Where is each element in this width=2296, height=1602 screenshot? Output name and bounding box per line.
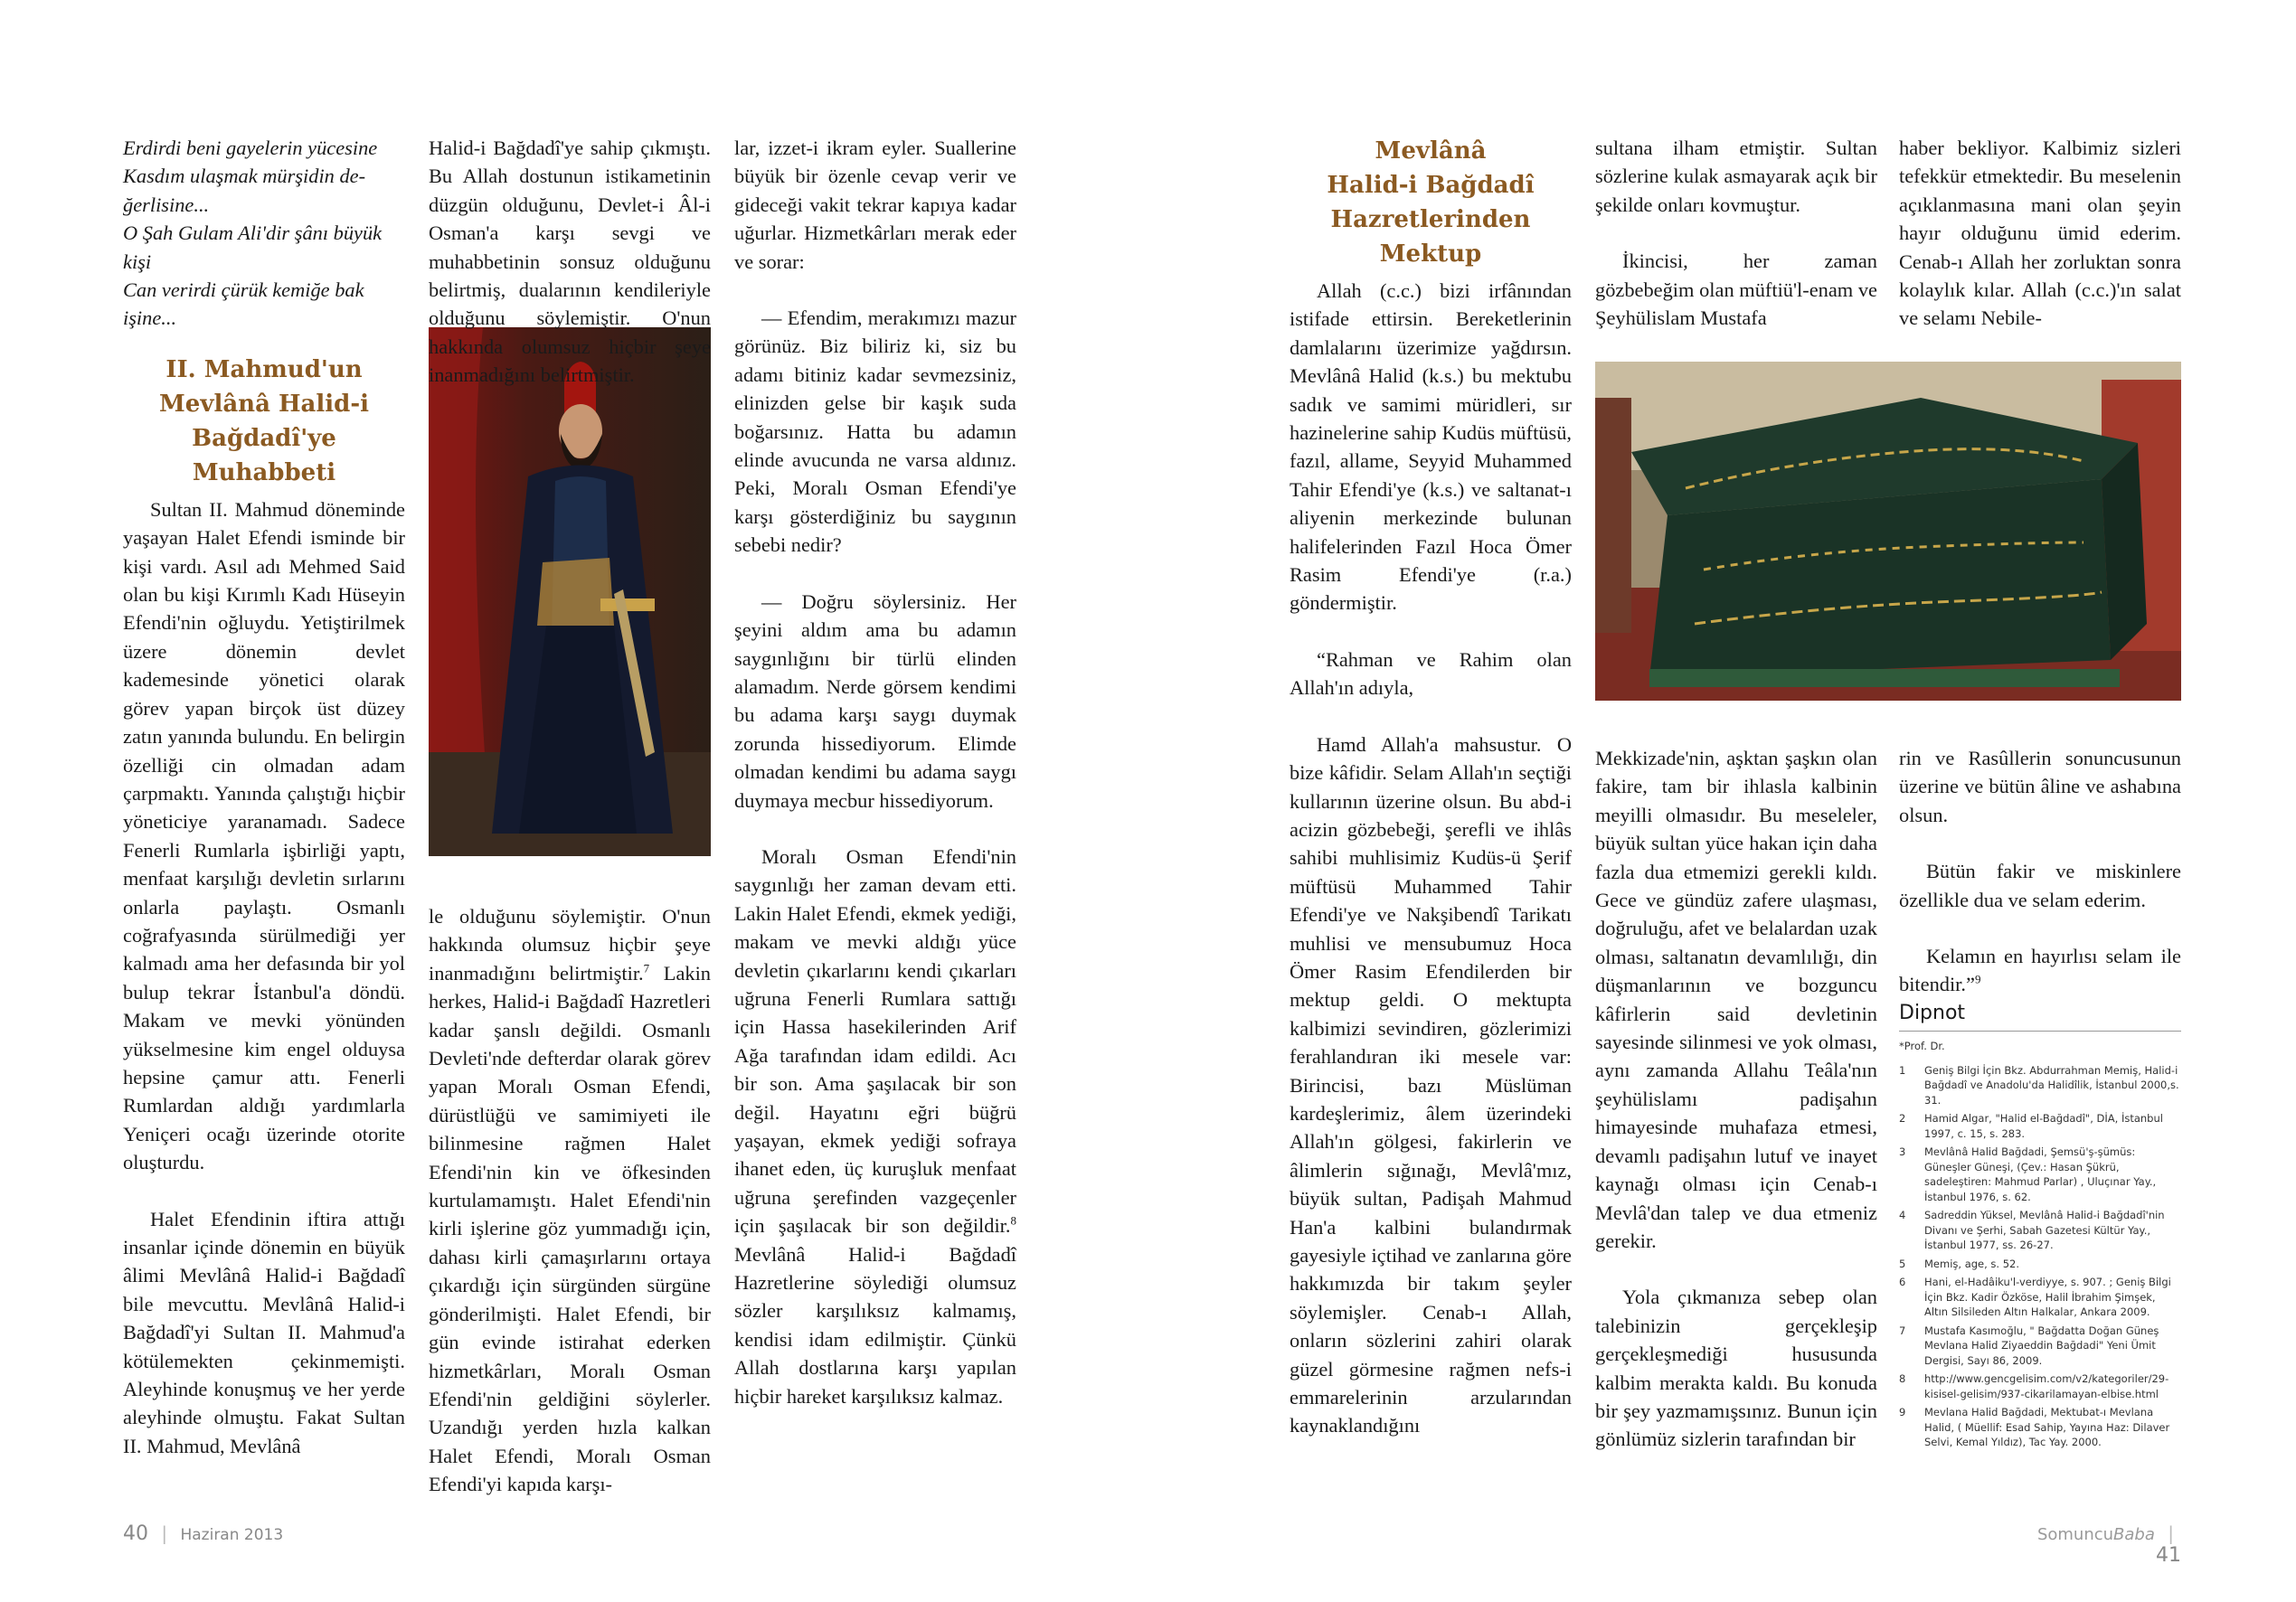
footnote-text: Mevlana Halid Bağdadi, Mektubat-ı Mevlana Halid, ( Müellif: Esad Sahip, Yayına Haz: Dilaver Selvi, Kemal Yıldız), Tac Yay. 2000.	[1924, 1406, 2170, 1449]
folio-divider: |	[2168, 1522, 2174, 1544]
footnote-item	[1899, 1145, 2181, 1204]
footnote-text: Hamid Algar, "Halid el-Bağdadî", DİA, İstanbul 1997, c. 15, s. 283.	[1924, 1112, 2163, 1140]
section-heading-mahmud	[123, 353, 405, 490]
footnote-item	[1899, 1371, 2181, 1401]
footnote-number: 6	[1899, 1276, 1906, 1289]
left-folio	[123, 1522, 283, 1545]
paragraph: İkincisi, her zaman gözbebeğim olan müftiü'l-enam ve Şeyhülislam Mustafa	[1595, 250, 1877, 330]
footnotes-heading: Dipnot	[1899, 1001, 1966, 1024]
footnote-number: 3	[1899, 1145, 1906, 1159]
verse-line: işine...	[123, 306, 177, 330]
sultan-portrait-image	[429, 327, 711, 856]
footnote-text: Sadreddin Yüksel, Mevlânâ Halid-i Bağdadî'nin Divanı ve Şerhi, Sabah Gazetesi Kültür Yay., İstanbul 1977, ss. 26-27.	[1924, 1209, 2165, 1252]
footnote-text: Mustafa Kasımoğlu, " Bağdatta Doğan Güneş Mevlana Halid Ziyaeddin Bağdadi" Yeni Ümit Dergisi, Sayı 86, 2009.	[1924, 1324, 2159, 1367]
paragraph	[734, 843, 1016, 1410]
author-note: *Prof. Dr.	[1899, 1040, 1945, 1053]
section-heading-letter	[1290, 134, 1572, 271]
paragraph	[429, 134, 711, 390]
tomb-illustration	[1595, 362, 2181, 701]
paragraph: Hamd Allah'a mahsustur. O bize kâfidir. Selam Allah'ın seçtiği kullarının üzerine olsun. Bu abd-i acizin gözbebeği, şerefli ve ihlâs sahibi muhlisimiz Kudüs-ü Şerif müftüsü Muhammed Tahir Efendi'ye ve Nakşibendî Tarikatı muhlisi ve mensubumuz Hoca Ömer Rasim Efendilerden bir mektup geldi. O mektupta kalbimizi sevindiren, gözlerimizi ferahlandıran iki mesele var: Birincisi, bazı Müslüman kardeşlerimiz, âlem üzerindeki Allah'ın gölgesi, fakirlerin ve âlimlerin sığınağı, Mevlâ'mız, büyük sultan, Padişah Mahmud Han'a kalbini bulandırmak gayesiyle içtihad ve zanlarına göre hakkımızda bir takım şeyler söylemişler. Cenab-ı Allah, onların sözlerini zahiri olarak güzel görmesine rağmen nefs-i emmarelerinin arzularından kaynaklandığını	[1290, 732, 1572, 1437]
right-column-3-top	[1899, 134, 2181, 333]
verse-line: Can verirdi çürük kemiğe bak	[123, 278, 364, 302]
footnote-item	[1899, 1405, 2181, 1450]
right-column-2-bottom	[1595, 744, 1877, 1454]
text-run: Mevlânâ Halid-i Bağdadî Hazretlerine söylediği olumsuz sözler karşılıksız kalmamış, kendisi idam edilmiştir. Çünkü Allah dostlarına karşı yapılan hiçbir hareket karşılıksız kalmaz.	[734, 1242, 1016, 1408]
right-column-3-bottom	[1899, 744, 2181, 1454]
brand-part: Somuncu	[2036, 1525, 2114, 1544]
paragraph: Sultan II. Mahmud döneminde yaşayan Halet Efendi isminde bir kişi vardı. Asıl adı Mehmed Said olan bu kişi Kırımlı Kadı Hüseyin Efendi'nin oğluydu. Yetiştirilmek üzere dönemin devlet kademesinde yönetici olarak görev yapan birçok üst düzey zatın yanında bulundu. En belirgin özelliği cin olmadan adam çarpmaktı. Yanında çalıştığı hiçbir yöneticiye yaranamadı. Sadece Fenerli Rumlarla işbirliği yaptı, menfaat karşılığı devletin sırlarını onlarla paylaştı. Osmanlı coğrafyasında sürülmediği yer kalmadı ama her defasında bir yol bulup tekrar İstanbul'a döndü. Makam ve mevki yönünden yükselmesine kim engel olduysa hepsine çamur attı. Fenerli Rumlardan aldığı yardımlarla Yeniçeri ocağı üzerinde otorite oluşturdu.	[123, 497, 405, 1174]
footnote-text: Memiş, age, s. 52.	[1924, 1257, 2020, 1270]
footnote-ref: 8	[1010, 1213, 1016, 1228]
verse-line: O Şah Gulam Ali'dir şânı büyük	[123, 221, 383, 245]
verse-line: Erdirdi beni gayelerin yücesine	[123, 137, 378, 159]
paragraph: “Rahman ve Rahim olan Allah'ın adıyla,	[1290, 647, 1572, 700]
paragraph	[429, 902, 711, 1499]
right-column-1	[1290, 134, 1572, 1440]
left-column-2-bottom	[429, 902, 711, 1499]
footnote-number: 7	[1899, 1324, 1906, 1337]
footnote-item	[1899, 1275, 2181, 1320]
paragraph: Yola çıkmanıza sebep olan talebinizin gerçekleşip gerçekleşmediği hususunda kalbim merakta kaldı. Bu konuda bir şey yazmamışsınız. Bunun için gönlümüz sizlerin tarafından bir	[1595, 1286, 1877, 1451]
footnote-item	[1899, 1111, 2181, 1141]
brand-part: Baba	[2113, 1525, 2155, 1544]
right-column-2-top	[1595, 134, 1877, 332]
text-run: le olduğunu söylemiştir. O'nun hakkında olumsuz hiçbir şeye inanmadığını belirtmiştir.	[429, 905, 711, 985]
paragraph: Halet Efendinin iftira attığı insanlar içinde dönemin en büyük âlimi Mevlânâ Halid-i Bağdadî bile mevcuttu. Mevlânâ Halid-i Bağdadî'yi Sultan II. Mahmud'a kötülemekten çekinmemişti. Aleyhinde konuşmuş ve her yerde aleyhinde olmuştu. Fakat Sultan II. Mahmud, Mevlânâ	[123, 1207, 405, 1457]
right-page	[1148, 0, 2296, 1602]
issue-date: Haziran 2013	[180, 1526, 284, 1544]
footnote-item	[1899, 1063, 2181, 1108]
paragraph: Mekkizade'nin, aşktan şaşkın olan fakire, tam bir ihlasla kalbinin meyilli olmasıdır. Bu meseleler, büyük sultan yüce hakan için daha fazla dua etmemizi gerekli kıldı. Gece ve gündüz zafere ulaşması, doğruluğu, afet ve belalardan uzak olması, saltanatın devamlılığı, din düşmanlarının ve bozguncu kâfirlerin said devletinin sayesinde silinmesi ve yok olması, aynı zamanda Allahu Teâla'nın şeyhülislamı padişahın himayesinde muhafaza etmesi, devamlı padişahın lutuf ve inayet kaynağı olması için Cenab-ı Mevlâ'dan talep ve dua etmeniz gerekir.	[1595, 747, 1877, 1252]
left-column-3	[734, 134, 1016, 1410]
paragraph	[1899, 942, 2181, 999]
footnote-number: 1	[1899, 1063, 1906, 1077]
left-column-2-top	[429, 134, 711, 390]
text-run: Lakin herkes, Halid-i Bağdadî Hazretleri kadar şanslı değildi. Osmanlı Devleti'nde defterdar olarak görev yapan Moralı Osman Efendi, dürüstlüğü ve samimiyeti ile bilinmesine rağmen Halet Efendi'nin kin ve öfkesinden kurtulamamıştı. Halet Efendi'nin kirli işlerine göz yummadığı için, dahası kirli çamaşırlarını ortaya çıkardığı için sürgünden sürgüne gönderilmişti. Halet Efendi, bir gün evinde istirahat ederken hizmetkârları, Moralı Osman Efendi'nin geldiğini söylerler. Uzandığı yerden hızla kalkan Halet Efendi, Moralı Osman Efendi'yi kapıda karşı-	[429, 961, 711, 1496]
footnote-item	[1899, 1324, 2181, 1369]
folio-divider: |	[161, 1522, 168, 1544]
heading-line: Halid-i Bağdadî	[1327, 172, 1535, 199]
paragraph: sultana ilham etmiştir. Sultan sözlerine kulak asmayarak açık bir şekilde onları kovmuştur.	[1595, 137, 1877, 216]
footnote-text: Geniş Bilgi İçin Bkz. Abdurrahman Memiş, Halid-i Bağdadî ve Anadolu'da Halidîlik, İstanbul 2000,s. 31.	[1924, 1063, 2179, 1107]
magazine-brand	[2037, 1525, 2155, 1544]
dialogue-paragraph: — Doğru söylersiniz. Her şeyini aldım ama bu adamın saygınlığını bir türlü elinden alamadım. Nerde görsem kendimi bu adama karşı saygı duymak zorunda hissediyorum. Elimde olmadan kendimi bu adama saygı duymaya mecbur hissediyorum.	[734, 589, 1016, 812]
heading-line: Muhabbeti	[192, 458, 336, 486]
dialogue-paragraph: — Efendim, merakımızı mazur görünüz. Biz biliriz ki, siz bu adamı bitiniz kadar sevmezsiniz, elinizden gelse bir kaşık suda boğarsınız. Hatta bu adamın elinde avucunda ne varsa aldınız. Peki, Moralı Osman Efendi'ye karşı gösterdiğiniz bu saygının sebebi nedir?	[734, 306, 1016, 557]
text-run: Halid-i Bağdadî'ye sahip çıkmıştı. Bu Allah dostunun istikametinin düzgün olduğunu, Devlet-i Âl-i Osman'a karşı sevgi ve muhabbetinin sonsuz olduğunu belirtmiş, dualarının kendileriyle olduğunu söylemiştir. O'nun hakkında olumsuz hiçbir şeye inanmadığını belirtmiştir.	[429, 137, 711, 387]
footnote-text: Hani, el-Hadâiku'l-verdiyye, s. 907. ; Geniş Bilgi İçin Bkz. Kadir Özköse, Halil İbrahim Şimşek, Altın Silsileden Altın Halkalar, Ankara 2009.	[1924, 1276, 2171, 1319]
footnote-item	[1899, 1257, 2181, 1272]
paragraph: rin ve Rasûllerin sonuncusunun üzerine ve bütün âline ve ashabına olsun.	[1899, 747, 2181, 826]
heading-line: Mektup	[1379, 240, 1482, 268]
heading-line: Mevlânâ Halid-i	[159, 390, 369, 418]
footnote-text: Mevlânâ Halid Bağdadi, Şemsü'ş-şümüs: Güneşler Güneşi, (Çev.: Hasan Şükrü, sadeleştiren: Mahmud Parlar) , Uluçınar Yay., İstanbul 1976, s. 62.	[1924, 1145, 2157, 1203]
paragraph: haber bekliyor. Kalbimiz sizleri tefekkür etmektedir. Bu meselenin açıklanmasına mani olan şeyin hayır olduğunu ümid ederim. Cenab-ı Allah her zorluktan sonra kolaylık kılar. Allah (c.c.)'ın salat ve selamı Nebile-	[1899, 137, 2181, 330]
footnote-ref: 7	[643, 961, 650, 975]
paragraph: lar, izzet-i ikram eyler. Suallerine büyük bir özenle cevap verir ve gideceği vakit tekrar kapıya kadar uğurlar. Hizmetkârları merak eder ve sorar:	[734, 137, 1016, 273]
page-number: 41	[2156, 1544, 2181, 1567]
text-run: Moralı Osman Efendi'nin saygınlığı her zaman devam etti. Lakin Halet Efendi, ekmek yediği, makam ve mevki aldığı yüce devletin çıkarlarını kendi çıkarları uğruna Fenerli Rumlara sattığı için Hassa hasekilerinden Arif Ağa tarafından idam edildi. Acı bir son. Ama şaşılacak bir son değil. Hayatını eğri büğrü yaşayan, ekmek yediği sofraya ihanet eden, üç kuruşluk menfaat uğruna şerefinden vazgeçenler için şaşılacak bir son değildir.	[734, 844, 1016, 1238]
heading-line: Mevlânâ	[1375, 137, 1487, 165]
page-number: 40	[123, 1522, 148, 1545]
footnotes-list	[1899, 1039, 2181, 1450]
footnote-number: 2	[1899, 1112, 1906, 1126]
verse-line: Kasdım ulaşmak mürşidin de-	[123, 165, 366, 188]
verse-block	[123, 134, 405, 333]
footnote-number: 4	[1899, 1209, 1906, 1222]
heading-line: II. Mahmud'un	[165, 355, 363, 383]
portrait-illustration	[429, 327, 711, 856]
footnote-item	[1899, 1208, 2181, 1253]
footnote-number: 9	[1899, 1406, 1906, 1419]
verse-line: kişi	[123, 250, 152, 273]
paragraph: Allah (c.c.) bizi irfânından istifade ettirsin. Bereketlerinin damlalarını üzerimize yağdırsın. Mevlânâ Halid (k.s.) bu mektubu sadık ve samimi müridleri, sır hazinelerine sahip Kudüs müftüsü, fazıl, allame, Seyyid Muhammed Tahir Efendi'ye (k.s.) ve saltanat-ı aliyenin merkezinde bulunan halifelerinden Fazıl Hoca Ömer Rasim Efendi'ye (r.a.) göndermiştir.	[1290, 279, 1572, 615]
footnote-number: 5	[1899, 1257, 1906, 1270]
heading-line: Hazretlerinden	[1330, 206, 1531, 233]
paragraph: Bütün fakir ve miskinlere özellikle dua ve selam ederim.	[1899, 860, 2181, 911]
left-column-1	[123, 134, 405, 1460]
footnote-text: http://www.gencgelisim.com/v2/kategoriler/29-kisisel-gelisim/937-cikarilamayan-elbise.html	[1924, 1372, 2169, 1400]
text-run: Kelamın en hayırlısı selam ile bitendir.”	[1899, 945, 2181, 996]
footnote-divider	[1899, 1031, 2181, 1032]
heading-line: Bağdadî'ye	[192, 424, 336, 452]
right-folio	[2017, 1522, 2181, 1567]
tomb-photo-image	[1595, 362, 2181, 701]
footnote-number: 8	[1899, 1372, 1906, 1386]
verse-line: ğerlisine...	[123, 193, 210, 216]
footnote-ref: 9	[1974, 972, 1981, 986]
